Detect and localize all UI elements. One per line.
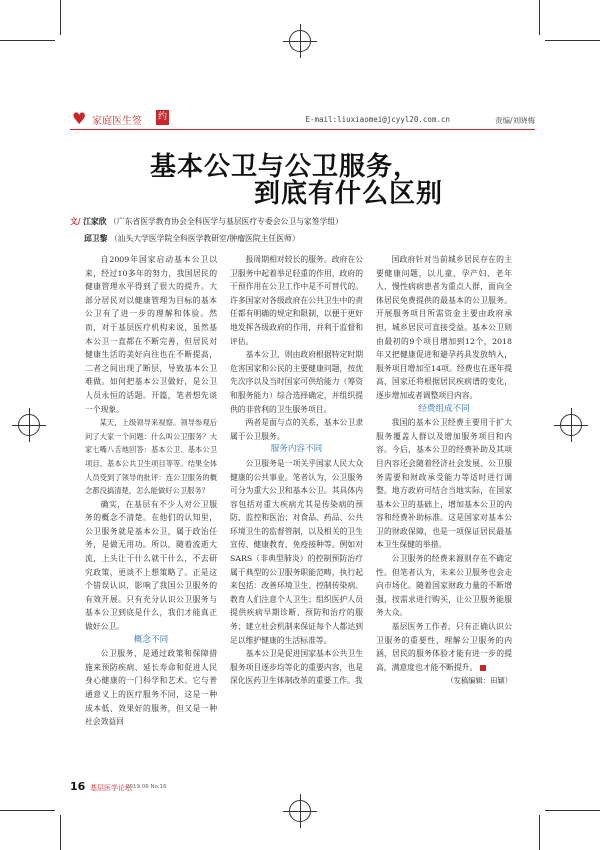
header-divider [70,129,535,130]
registration-mark [560,414,582,436]
journal-name: 基层医学论坛 [90,784,132,792]
paragraph: 公卫服务的经费来源则存在不确定性。但笔者认为，未来公卫服务也会走向市场化。随着国家财政力量的不断增强，按需求进行购买，让公卫服务能服务大众。 [376,554,512,618]
author-affiliation: （汕头大学医学院全科医学教研室/肿瘤医院主任医师） [109,234,300,243]
end-of-article-mark [480,665,486,671]
registration-mark [289,800,311,822]
byline-label: 文/ [70,217,81,226]
crop-mark [0,810,55,811]
crop-mark [0,40,55,41]
paragraph: 自2009年国家启动基本公卫以来，经过10多年的努力，我国居民的健康管理水平得到了很大的提升。大部分居民对以健康管理为目标的基本公卫有了进一步的理解和体验。然而，对于基层医疗机构来说，虽然基本公卫一直都在不断完善，但居民对健康生活的美好向往也在不断提高，二者之间出现了断层，导致基本公卫难做。如何把基本公卫做好，是公卫人员永恒的话题。开篇，笔者想先谈一个现象。 [85,255,217,414]
paragraph: 公卫服务，是通过政策和保障措施来预防疾病、延长寿命和促进人民身心健康的一门科学和艺术。它与普通意义上的医疗服务不同，这是一种成本低、效果好的服务，但又是一种社会效益回 [85,649,217,727]
text-column-1 [85,253,217,729]
paragraph: 报周期相对较长的服务。政府在公卫服务中起着举足轻重的作用，政府的干预作用在公卫工作中是不可替代的。许多国家对各级政府在公共卫生中的责任都有明确的规定和限制，以便于更好地发挥各级政府的作用，并利于监督和评估。 [230,255,363,346]
editor-note: （发稿编辑：田颖） [446,676,512,686]
heart-cross-icon: ♥ [72,109,87,128]
author-affiliation: （广东省医学教育协会全科医学与基层医疗专委会公卫与家签学组） [109,217,343,226]
paragraph: 基本公卫是促进国家基本公共卫生服务项目逐步均等化的重要内容，也是深化医药卫生体制改革的重要工作。我 [230,649,363,686]
author-block [70,213,343,247]
author-row [70,230,343,247]
paragraph: 两者是面与点的关系，基本公卫隶属于公卫服务。 [230,418,363,441]
crop-mark [545,810,600,811]
crop-mark [539,0,540,35]
quoted-anecdote: 某天，上级领导来视察。领导参观后问了大家一个问题：什么叫公卫服务？大家七嘴八舌地回答：基本公卫、基本公卫项目、基本公共卫生项目等等。结果全体人员受到了领导的批评：连公卫服务的概念都没搞清楚，怎么能做好公卫服务？ [85,418,217,496]
paragraph [376,620,512,674]
contact-email: E-mail:liuxiaomei@jcyyl20.com.cn [305,115,450,124]
author-name: 邱卫黎 [84,234,108,243]
running-header [70,110,535,132]
issue-info: 2019.06 No.16 [126,784,167,790]
responsible-editor: 责编/刘晓梅 [494,116,535,125]
crop-mark [539,815,540,850]
crop-mark [60,0,61,35]
crop-mark [545,40,600,41]
article-title-line-2: 到底有什么区别 [254,179,444,209]
page-number: 16 [70,780,86,793]
author-row [70,213,343,230]
registration-mark [289,30,311,52]
crop-mark [60,815,61,850]
section-heading: 服务内容不同 [270,444,323,455]
section-heading: 概念不同 [133,634,169,645]
text-column-3 [376,253,512,688]
page-footer [70,780,530,796]
closing-paragraph-text: 基层医务工作者，只有正确认识公卫服务的重要性，理解公卫服务的内涵，居民的服务体验才能有进一步的提高，满意度也才能不断提升。 [376,622,512,672]
paragraph: 确实，在基层有不少人对公卫服务的概念不清楚。在他们的认知里，公卫服务就是基本公卫，属于政治任务，是做无用功。所以，随着流逝大流，上头让干什么就干什么，不去研究政策，更谈不上想策略了。正是这个错误认识，影响了我国公卫服务的有效开展。只有充分认识公卫服务与基本公卫到底是什么，我们才能真正做好公卫。 [85,499,217,632]
article-title-line-1: 基本公卫与公卫服务， [150,152,421,182]
paragraph: 基本公卫，则由政府根据特定时期危害国家和公民的主要健康问题，按优先次序以及当时国家可供给能力（筹资和服务能力）综合选择确定，并组织提供的非营利的卫生服务项目。 [230,350,363,414]
paragraph: 公卫服务是一项关乎国家人民大众健康的公共事业。笔者认为，公卫服务可分为重大公卫和基本公卫。其具体内容包括对重大疾病尤其是传染病的预防、监控和医治；对食品、药品、公共环境卫生的监督管制，以及相关的卫生宣传、健康教育、免疫接种等。例如对SARS（非典型肺炎）的控制预防治疗属于典型的公卫服务职能范畴，执行起来包括：改善环境卫生、控制传染病、教育人们注意个人卫生；组织医护人员提供疾病早期诊断、预防和治疗的服务；建立社会机制来保证每个人都达到足以维护健康的生活标准等。 [230,458,363,645]
registration-mark [18,414,40,436]
column-tag: 约 [156,110,169,125]
text-column-2 [230,253,363,688]
paragraph: 我国的基本公卫经费主要用于扩大服务覆盖人群以及增加服务项目和内容。今后，基本公卫的经费补助及其项目内容还会随着经济社会发展、公卫服务需要和财政承受能力等适时进行调整。地方政府可结合当地实际，在国家基本公卫的基础上，增加基本公卫的内容和经费补助标准。这是国家对基本公卫的财政保障，也是一项保证居民最基本卫生保健的举措。 [376,418,512,550]
author-name: 江家欣 [83,217,107,226]
section-heading: 经费组成不同 [418,403,470,414]
paragraph: 国政府针对当前城乡居民存在的主要健康问题，以儿童、孕产妇、老年人、慢性病病患者为重点人群，面向全体居民免费提供的最基本的公卫服务。开展服务项目所需资金主要由政府承担，城乡居民可直接受益。基本公卫则由最初的9个项目增加到12个，2018年又把健康促进和避孕药具发放纳入，服务项目增加至14项。经费也在逐年提高，国家还将根据居民疾病谱的变化，逐步增加或者调整项目内容。 [376,255,512,400]
column-label: 家庭医生签 [92,116,142,127]
